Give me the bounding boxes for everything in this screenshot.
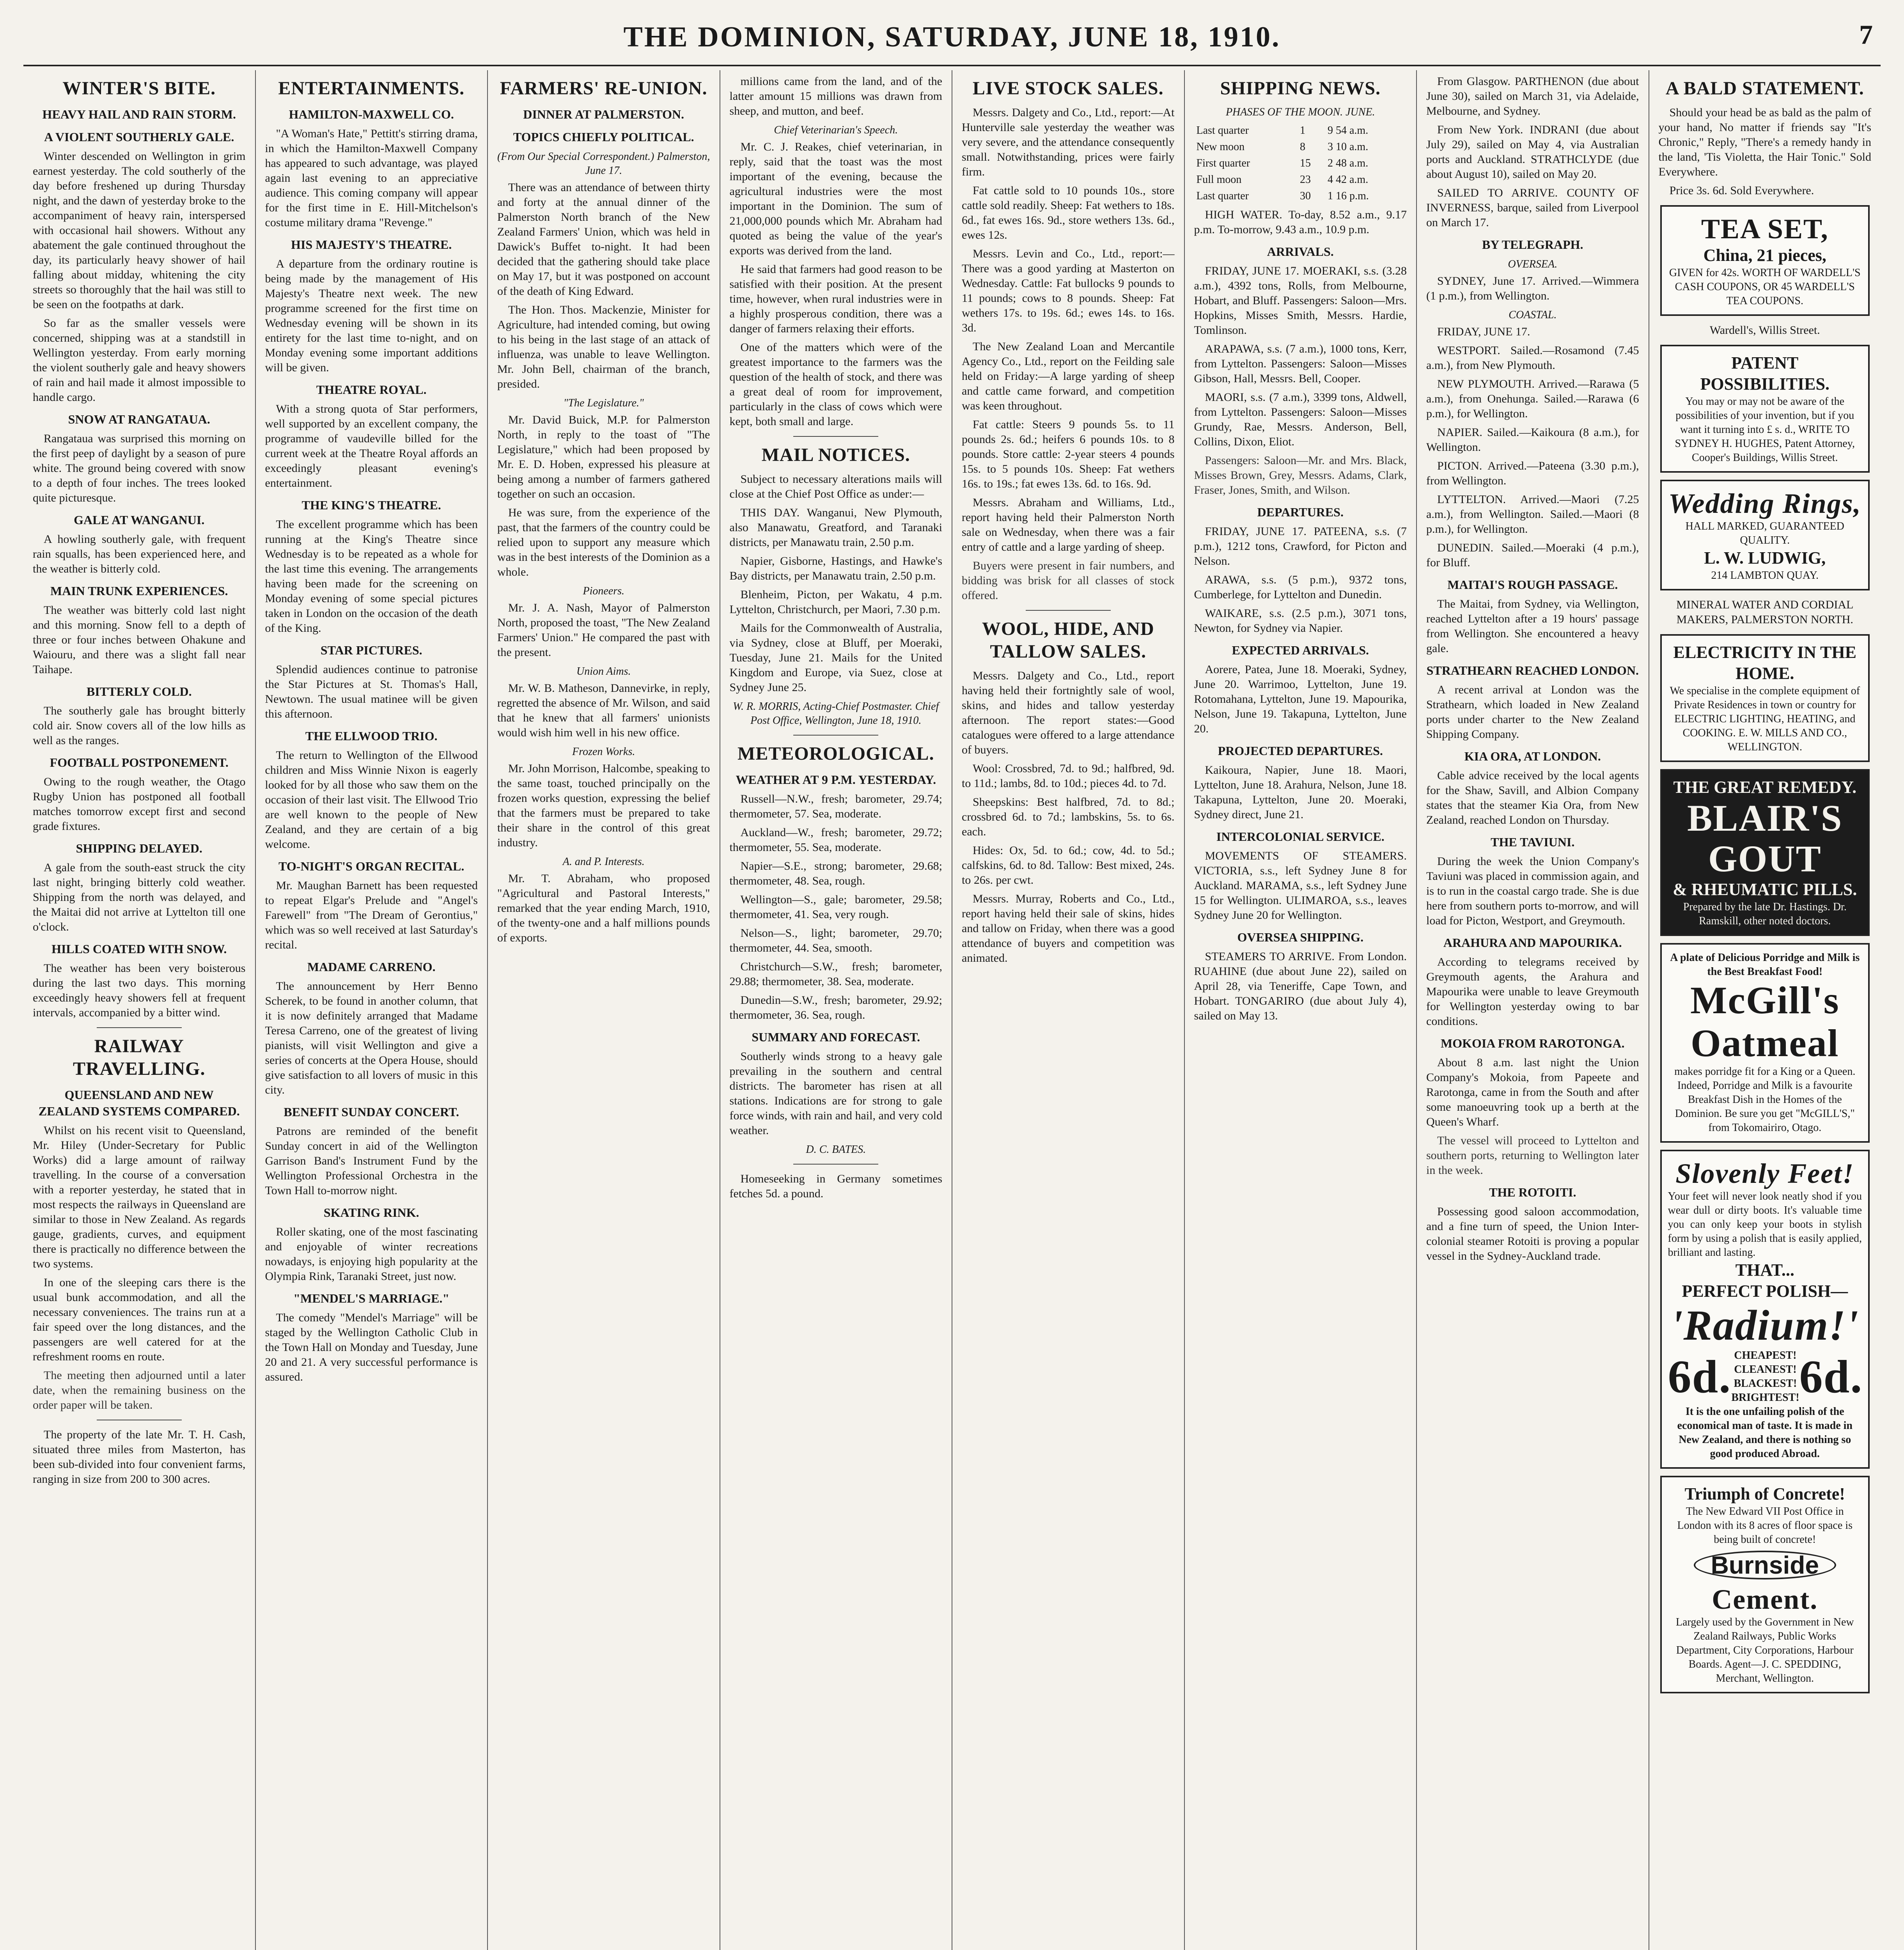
signoff: D. C. BATES. (806, 1143, 866, 1156)
headline: LIVE STOCK SALES. (972, 78, 1164, 99)
paragraph: STEAMERS TO ARRIVE. From London. RUAHINE (due about June 22), sailed on April 28, via Teneriffe, Cape Town, and Hobart. TONGARIRO (due about July 4), sailed on May 13. (1194, 950, 1407, 1022)
weather-report: Nelson—S., light; barometer, 29.70; thermometer, 44. Sea, smooth. (729, 927, 942, 954)
departure-entry: WAIKARE, s.s. (2.5 p.m.), 3071 tons, Newton, for Sydney via Napier. (1194, 607, 1407, 635)
ad-wardell: Wardell's, Willis Street. (1709, 324, 1820, 337)
headline: ENTERTAINMENTS. (278, 78, 465, 99)
paragraph: So far as the smaller vessels were concerned, shipping was at a standstill in Wellington yesterday. From early morning the violent southerly gale and heavy showers of rain and hail made it almost impossible to handle cargo. (33, 317, 246, 404)
section-heading: GALE AT WANGANUI. (74, 513, 205, 527)
paragraph: With a strong quota of Star performers, well supported by an excellent company, the programme of vaudeville billed for the current week at the Theatre Royal affords an exceedingly pleasant evening's entertainment. (265, 402, 478, 489)
ad-price: Price 3s. 6d. Sold Everywhere. (1669, 184, 1814, 197)
ad-poem: Should your head be as bald as the palm of your hand, No matter if friends say "It's Chronic," Reply, "There's a remedy handy in the land, 'Tis Violetta, the Hair Tonic." Sold Everywhere. (1658, 106, 1871, 178)
weather-report: Christchurch—S.W., fresh; barometer, 29.88; thermometer, 38. Sea, moderate. (729, 960, 942, 988)
paragraph: PICTON. Arrived.—Pateena (3.30 p.m.), from Wellington. (1426, 459, 1639, 487)
ad-mineral-water: MINERAL WATER AND CORDIAL MAKERS, PALMERSTON NORTH. (1676, 598, 1854, 626)
ad-price: 6d. (1668, 1351, 1732, 1402)
ad-name: L. W. LUDWIG, (1704, 548, 1826, 567)
headline: FARMERS' RE-UNION. (500, 78, 707, 99)
section-heading: SKATING RINK. (323, 1205, 419, 1220)
ad-address: 214 LAMBTON QUAY. (1711, 569, 1819, 581)
ad-tagline: A plate of Delicious Porridge and Milk is the Best Breakfast Food! (1670, 952, 1860, 978)
section-heading: THE ELLWOOD TRIO. (305, 729, 438, 743)
ad-claims: CHEAPEST! CLEANEST! BLACKEST! BRIGHTEST! (1731, 1349, 1799, 1404)
subhead: WEATHER AT 9 P.M. YESTERDAY. (736, 773, 936, 787)
paragraph: Mr. David Buick, M.P. for Palmerston North, in reply to the toast of "The Legislature," which had been proposed by Mr. E. D. Hoben, expressed his pleasure at being among a number of farmers gathered together on such an occasion. (497, 413, 710, 500)
ad-product: GOUT (1708, 838, 1822, 879)
signoff: W. R. MORRIS, Acting-Chief Postmaster. Chief Post Office, Wellington, June 18, 1910. (733, 700, 939, 727)
column-6 (1184, 70, 1416, 1950)
weather-report: Dunedin—S.W., fresh; barometer, 29.92; thermometer, 36. Sea, rough. (729, 994, 942, 1021)
section-heading: BENEFIT SUNDAY CONCERT. (284, 1105, 459, 1119)
ad-subtitle: China, 21 pieces, (1703, 246, 1826, 265)
paragraph: A departure from the ordinary routine is being made by the management of His Majesty's Theatre next week. The new programme screened for the first time on Wednesday evening will be shown in its entirety for the last time to-night, and on Monday evening some important additions will be given. (265, 257, 478, 374)
subhead: HEAVY HAIL AND RAIN STORM. (42, 107, 236, 121)
subhead: TOPICS CHIEFLY POLITICAL. (513, 130, 694, 144)
moon-phase-cell: 9 54 a.m. (1327, 124, 1369, 136)
ad-headline: A BALD STATEMENT. (1665, 78, 1864, 99)
moon-phase-row (1194, 172, 1407, 188)
section-heading: ARAHURA AND MAPOURIKA. (1443, 936, 1622, 950)
moon-phase-cell: 15 (1300, 157, 1311, 169)
paragraph: Roller skating, one of the most fascinating and enjoyable of winter recreations nowadays, is enjoying high popularity at the Olympia Rink, Taranaki Street, just now. (265, 1225, 478, 1283)
moon-phase-row (1194, 139, 1407, 155)
paragraph: A howling southerly gale, with frequent rain squalls, has been experienced here, and the weather is bitterly cold. (33, 533, 246, 575)
ad-wedding-rings (1660, 480, 1870, 590)
arrival-entry: ARAPAWA, s.s. (7 a.m.), 1000 tons, Kerr, from Lyttelton. Passengers: Saloon—Misses Gibson, Hall, Messrs. Bell, Cooper. (1194, 342, 1407, 385)
page-columns (23, 70, 1881, 1950)
mail-entry: Napier, Gisborne, Hastings, and Hawke's Bay districts, per Manawatu train, 2.50 p.m. (729, 555, 942, 582)
section-heading: SNOW AT RANGATAUA. (68, 412, 210, 426)
masthead (23, 8, 1881, 66)
paragraph: The excellent programme which has been running at the King's Theatre since Wednesday is to be repeated as a whole for the last time this evening. The arrangements having been made for the screening on Monday evening of some special pictures taken in London on the occasion of the death of the King. (265, 518, 478, 635)
newspaper-title: THE DOMINION, SATURDAY, JUNE 18, 1910. (623, 21, 1281, 53)
paragraph: Mr. W. B. Matheson, Dannevirke, in reply, regretted the absence of Mr. Wilson, and said that he knew that all farmers' unionists would wish him well in his new office. (497, 682, 710, 739)
paragraph: Winter descended on Wellington in grim earnest yesterday. The cold southerly of the day before freshened up during Thursday night, and the dawn of yesterday broke to the accompaniment of heavy rain, interspersed with occasional hail showers. Without any abatement the gale continued throughout the day, its particularly heavy shower of hail falling about midday, whitening the city streets so thoroughly that the hail was still to be seen on the footpaths at dark. (33, 150, 246, 311)
paragraph: The announcement by Herr Benno Scherek, to be found in another column, that it is now definitely arranged that Madame Teresa Carreno, one of the greatest of living pianists, will visit Wellington and give a series of concerts at the Opera House, should give satisfaction to all lovers of music in this city. (265, 980, 478, 1096)
paragraph: He was sure, from the experience of the past, that the farmers of the country could be relied upon to support any measure which was in the best interests of the Dominion as a whole. (497, 506, 710, 578)
weather-report: Russell—N.W., fresh; barometer, 29.74; thermometer, 57. Sea, moderate. (729, 792, 942, 820)
paragraph: From New York. INDRANI (due about July 29), sailed on May 4, via Australian ports and Auckland. STRATHCLYDE (due about August 10), sailed on May 20. (1426, 123, 1639, 181)
headline: METEOROLOGICAL. (737, 743, 934, 764)
paragraph: He said that farmers had good reason to be satisfied with their position. At the present time, however, when rural industries were in a highly prosperous condition, there was a danger of farmers relaxing their efforts. (729, 263, 942, 335)
section-heading: "MENDEL'S MARRIAGE." (293, 1291, 450, 1305)
column-7 (1416, 70, 1649, 1950)
paragraph: Sheepskins: Best halfbred, 7d. to 8d.; crossbred 6d. to 7d.; lambskins, 5s. to 6s. each. (962, 796, 1175, 838)
headline: WINTER'S BITE. (62, 78, 216, 99)
subhead: QUEENSLAND AND NEW ZEALAND SYSTEMS COMPARED. (38, 1088, 240, 1118)
ad-title: Triumph of Concrete! (1684, 1484, 1845, 1503)
ad-brand: BLAIR'S (1687, 797, 1843, 839)
ad-body: HALL MARKED, GUARANTEED QUALITY. (1685, 520, 1844, 546)
subhead: A VIOLENT SOUTHERLY GALE. (44, 130, 234, 144)
paragraph: Subject to necessary alterations mails will close at the Chief Post Office as under:— (729, 473, 942, 500)
paragraph: Aorere, Patea, June 18. Moeraki, Sydney, June 20. Warrimoo, Lyttelton, June 19. Rotomahana, Lyttelton, June 19. Mapourika, Nelson, June 19. Takapuna, Lyttelton, June 20. (1194, 663, 1407, 735)
ad-body: The New Edward VII Post Office in London with its 8 acres of floor space is being built of concrete! (1677, 1505, 1853, 1546)
divider (97, 1027, 182, 1028)
section-heading: FOOTBALL POSTPONEMENT. (50, 755, 229, 769)
column-4 (720, 70, 952, 1950)
paragraph: Owing to the rough weather, the Otago Rugby Union has postponed all football matches tomorrow except first and second grade fixtures. (33, 775, 246, 833)
weather-report: Napier—S.E., strong; barometer, 29.68; thermometer, 48. Sea, rough. (729, 860, 942, 887)
moon-phase-cell: 23 (1300, 174, 1311, 186)
section-heading: HIS MAJESTY'S THEATRE. (291, 238, 452, 252)
paragraph: The property of the late Mr. T. H. Cash, situated three miles from Masterton, has been sub-divided into four convenient farms, ranging in size from 200 to 300 acres. (33, 1428, 246, 1486)
ad-body: You may or may not be aware of the possibilities of your invention, but if you want it turning into £ s. d., WRITE TO SYDNEY H. HUGHES, Patent Attorney, Cooper's Buildings, Willis Street. (1675, 395, 1855, 464)
departure-entry: FRIDAY, JUNE 17. PATEENA, s.s. (7 p.m.), 1212 tons, Crawford, for Picton and Nelson. (1194, 525, 1407, 567)
paragraph: The meeting then adjourned until a later date, when the remaining business on the order paper will be taken. (33, 1369, 246, 1411)
paragraph: Mr. C. J. Reakes, chief veterinarian, in reply, said that the toast was the most important of the evening, because the agricultural industries were the most important in the Dominion. The sum of 21,000,000 pounds which Mr. Abraham had quoted as being the value of the year's exports was derived from the land. (729, 140, 942, 257)
section-heading: INTERCOLONIAL SERVICE. (1216, 830, 1385, 844)
ad-body: GIVEN for 42s. WORTH OF WARDELL'S CASH COUPONS, OR 45 WARDELL'S TEA COUPONS. (1669, 267, 1861, 307)
paragraph: WESTPORT. Sailed.—Rosamond (7.45 a.m.), from New Plymouth. (1426, 344, 1639, 372)
ad-brand: Burnside (1694, 1551, 1836, 1580)
paragraph: Possessing good saloon accommodation, and a fine turn of speed, the Union Inter-colonial steamer Rotoiti is proving a popular vessel in the Sydney-Auckland trade. (1426, 1205, 1639, 1262)
section-heading: HAMILTON-MAXWELL CO. (289, 107, 454, 121)
headline: RAILWAY TRAVELLING. (73, 1036, 206, 1079)
section-heading: A. and P. Interests. (562, 856, 645, 868)
paragraph: Splendid audiences continue to patronise the Star Pictures at St. Thomas's Hall, Newtown. The usual matinee will be given this afternoon. (265, 663, 478, 720)
moon-phase-row (1194, 155, 1407, 172)
moon-phase-cell: 2 48 a.m. (1327, 157, 1369, 169)
section-heading: THE TAVIUNI. (1491, 835, 1575, 849)
paragraph: Whilst on his recent visit to Queensland, Mr. Hiley (Under-Secretary for Public Works) did a large amount of railway travelling. In the course of a conversation with a reporter yesterday, he stated that in most respects the railways in Queensland are similar to those in New Zealand. As regards gauge, gradients, curves, and equipment there is practically no difference between the two systems. (33, 1124, 246, 1270)
ad-price-row (1668, 1349, 1862, 1405)
paragraph: In one of the sleeping cars there is the usual bunk accommodation, and all the necessary conveniences. The trains run at a fair speed over the long distances, and the passengers are well catered for at the refreshment rooms en route. (33, 1276, 246, 1363)
arrival-entry: MAORI, s.s. (7 a.m.), 3399 tons, Aldwell, from Lyttelton. Passengers: Saloon—Misses Grundy, Rae, Messrs. Anderson, Bell, Collins, Dixon, Eliot. (1194, 391, 1407, 448)
column-8-advertisements (1649, 70, 1881, 1950)
ad-title: TEA SET, (1701, 213, 1829, 245)
column-5 (952, 70, 1184, 1950)
paragraph: There was an attendance of between thirty and forty at the annual dinner of the Palmerston North branch of the New Zealand Farmers' Union, which was held in Dawick's Buffet to-night. It had been decided that the gathering should take place on May 17, but it was postponed on account of the death of King Edward. (497, 181, 710, 298)
ad-radium-polish (1660, 1150, 1870, 1469)
ad-brand: McGill's (1690, 979, 1840, 1022)
section-heading: Frozen Works. (572, 746, 635, 758)
dateline: (From Our Special Correspondent.) Palmerston, June 17. (497, 151, 710, 177)
paragraph: One of the matters which were of the greatest importance to the farmers was the question of the health of stock, and there was a great deal of room for improvement, particularly in the class of cows which were kept, both small and large. (729, 341, 942, 428)
ad-electricity (1660, 634, 1870, 762)
paragraph: During the week the Union Company's Taviuni was placed in commission again, and is to run in the coastal cargo trade. She is due here from southern ports to-morrow, and will load for Picton, Westport, and Greymouth. (1426, 855, 1639, 927)
ad-title: ELECTRICITY IN THE HOME. (1673, 643, 1856, 683)
section-heading: "The Legislature." (563, 397, 644, 409)
section-heading: BY TELEGRAPH. (1482, 238, 1583, 252)
paragraph: Messrs. Dalgety and Co., Ltd., report having held their fortnightly sale of wool, skins, and hides and tallow yesterday afternoon. The report states:—Good catalogues were offered to a large attendance of buyers. (962, 669, 1175, 756)
section-heading: OVERSEA SHIPPING. (1237, 930, 1364, 944)
paragraph: Cable advice received by the local agents for the Shaw, Savill, and Albion Company states that the steamer Kia Ora, from New Zealand, reached London on Thursday. (1426, 769, 1639, 826)
paragraph: NEW PLYMOUTH. Arrived.—Rarawa (5 a.m.), from Onehunga. Sailed.—Rarawa (6 p.m.), for Wellington. (1426, 378, 1639, 420)
paragraph: The weather has been very boisterous during the last two days. This morning exceedingly heavy showers fell at frequent intervals, accompanied by a bitter wind. (33, 962, 246, 1019)
paragraph: Buyers were present in fair numbers, and bidding was brisk for all classes of stock offered. (962, 559, 1175, 602)
arrival-entry: FRIDAY, JUNE 17. MOERAKI, s.s. (3.28 a.m.), 4392 tons, Rolls, from Melbourne, Hobart, and Bluff. Passengers: Saloon—Mrs. Hopkins, Misses Smith, Messrs. Hardie, Tomlinson. (1194, 264, 1407, 337)
moon-phase-cell: Full moon (1196, 174, 1242, 186)
paragraph: According to telegrams received by Greymouth agents, the Arahura and Mapourika were unable to leave Greymouth for Wellington yesterday owing to bar conditions. (1426, 956, 1639, 1028)
paragraph: Southerly winds strong to a heavy gale prevailing in the southern and central districts. The barometer has risen at all stations. Indications are for strong to gale force winds, with rain and hail, and very cold weather. (729, 1050, 942, 1137)
headline: MAIL NOTICES. (761, 445, 910, 465)
moon-phase-cell: 1 (1300, 124, 1306, 136)
column-2 (255, 70, 488, 1950)
moon-phase-cell: 4 42 a.m. (1327, 174, 1369, 186)
ad-product: Cement. (1712, 1584, 1818, 1615)
paragraph: Homeseeking in Germany sometimes fetches 5d. a pound. (729, 1172, 942, 1200)
paragraph: SAILED TO ARRIVE. COUNTY OF INVERNESS, barque, sailed from Liverpool on March 17. (1426, 186, 1639, 229)
paragraph: Patrons are reminded of the benefit Sunday concert in aid of the Wellington Garrison Band's Instrument Fund by the Wellington Professional Orchestra in the Town Hall to-morrow night. (265, 1125, 478, 1197)
section-heading: TO-NIGHT'S ORGAN RECITAL. (278, 859, 464, 873)
ad-text: PERFECT POLISH— (1682, 1282, 1848, 1301)
column-1 (23, 70, 255, 1950)
paragraph: Mr. Maughan Barnett has been requested to repeat Elgar's Prelude and "Angel's Farewell" from "The Dream of Gerontius," which was so well received at last Saturday's recital. (265, 879, 478, 951)
section-heading: THE KING'S THEATRE. (301, 498, 441, 512)
moon-phase-cell: 1 16 p.m. (1327, 190, 1369, 202)
paragraph: SYDNEY, June 17. Arrived.—Wimmera (1 p.m.), from Wellington. (1426, 275, 1639, 302)
mail-entry: Blenheim, Picton, per Wakatu, 4 p.m. Lyttelton, Christchurch, per Maori, 7.30 p.m. (729, 588, 942, 616)
departure-entry: ARAWA, s.s. (5 p.m.), 9372 tons, Cumberlege, for Lyttelton and Dunedin. (1194, 573, 1407, 601)
ad-body: Your feet will never look neatly shod if you wear dull or dirty boots. It's valuable time you can only keep your boots in stylish form by using a polish that is easily applied, brilliant and lasting. (1668, 1190, 1862, 1259)
moon-phase-table (1194, 122, 1407, 204)
paragraph: Messrs. Abraham and Williams, Ltd., report having held their Palmerston North sale on Wednesday, when there was a fair entry of cattle and a large yarding of sheep. (962, 496, 1175, 553)
ad-body: Largely used by the Government in New Zealand Railways, Public Works Department, City Corporations, Harbour Boards. Agent—J. C. SPEDDING, Merchant, Wellington. (1675, 1616, 1854, 1684)
divider (793, 1164, 878, 1165)
section-heading: MADAME CARRENO. (307, 960, 436, 974)
ad-mcgills-oatmeal (1660, 943, 1870, 1143)
section-heading: OVERSEA. (1508, 258, 1558, 270)
paragraph: A gale from the south-east struck the city last night, bringing bitterly cold weather. Shipping from the north was delayed, and the Maitai did not arrive at Lyttelton till one o'clock. (33, 861, 246, 933)
paragraph: The southerly gale has brought bitterly cold air. Snow covers all of the low hills as well as the ranges. (33, 704, 246, 747)
moon-phase-row (1194, 188, 1407, 204)
section-heading: HILLS COATED WITH SNOW. (51, 942, 227, 956)
section-heading: THE ROTOITI. (1489, 1185, 1576, 1199)
paragraph: A recent arrival at London was the Strathearn, which loaded in New Zealand ports under charter to the New Zealand Shipping Company. (1426, 683, 1639, 741)
section-heading: COASTAL. (1509, 309, 1557, 321)
paragraph: From Glasgow. PARTHENON (due about June 30), sailed on March 31, via Adelaide, Melbourne, and Sydney. (1426, 75, 1639, 117)
section-heading: DEPARTURES. (1257, 505, 1344, 519)
paragraph: Wool: Crossbred, 7d. to 9d.; halfbred, 9d. to 11d.; lambs, 8d. to 10d.; pieces 4d. to 7d. (962, 762, 1175, 790)
ad-product: Oatmeal (1690, 1021, 1839, 1065)
ad-patent (1660, 345, 1870, 473)
section-heading: BITTERLY COLD. (86, 684, 192, 698)
paragraph: Mr. T. Abraham, who proposed "Agricultural and Pastoral Interests," remarked that the year ending March, 1910, of the twenty-one and a half millions pounds of exports. (497, 872, 710, 944)
moon-phase-rows (1194, 122, 1407, 204)
paragraph: About 8 a.m. last night the Union Company's Mokoia, from Papeete and Rarotonga, came in from the South and after some manoeuvring took up a berth at the Queen's Wharf. (1426, 1056, 1639, 1128)
section-heading: STRATHEARN REACHED LONDON. (1426, 663, 1639, 677)
column-3 (487, 70, 720, 1950)
weather-report: Auckland—W., fresh; barometer, 29.72; thermometer, 55. Sea, moderate. (729, 826, 942, 854)
paragraph: FRIDAY, JUNE 17. (1437, 325, 1530, 338)
paragraph: Rangataua was surprised this morning on the first peep of daylight by a season of pure white. The ground being covered with snow to a depth of four inches. The trees looked quite picturesque. (33, 432, 246, 504)
paragraph: The Hon. Thos. Mackenzie, Minister for Agriculture, had intended coming, but owing to his being in the last stage of an attack of influenza, was unable to leave Wellington. Mr. John Bell, chairman of the branch, presided. (497, 303, 710, 390)
ad-brand: 'Radium!' (1670, 1301, 1859, 1349)
paragraph: The return to Wellington of the Ellwood children and Miss Winnie Nixon is eagerly looked for by all those who saw them on the occasion of their last visit. The Ellwood Trio are well known to the people of New Zealand, and they are certain of a big welcome. (265, 749, 478, 851)
divider (1026, 610, 1111, 611)
subhead: DINNER AT PALMERSTON. (523, 107, 684, 121)
section-heading: KIA ORA, AT LONDON. (1464, 749, 1601, 763)
paragraph: MOVEMENTS OF STEAMERS. VICTORIA, s.s., left Sydney June 8 for Auckland. MARAMA, s.s., left Sydney June 15 for Wellington. ULIMAROA, s.s., leaves Sydney June 20 for Wellington. (1194, 849, 1407, 922)
arrival-entry: Passengers: Saloon—Mr. and Mrs. Black, Misses Brown, Grey, Messrs. Adams, Clark, Fraser, Jones, Smith, and Wilson. (1194, 454, 1407, 496)
paragraph: Messrs. Murray, Roberts and Co., Ltd., report having held their sale of skins, hides and tallow on Friday, when there was a good attendance of buyers and competition was animated. (962, 892, 1175, 964)
ad-body: Prepared by the late Dr. Hastings. Dr. Ramskill, other noted doctors. (1683, 901, 1847, 927)
paragraph: millions came from the land, and of the latter amount 15 millions was drawn from sheep, and mutton, and beef. (729, 75, 942, 117)
section-heading: SUMMARY AND FORECAST. (752, 1030, 920, 1044)
section-heading: THEATRE ROYAL. (316, 383, 427, 397)
paragraph: The comedy "Mendel's Marriage" will be staged by the Wellington Catholic Club in the Town Hall on Monday and Tuesday, June 20 and 21. A very successful performance is assured. (265, 1311, 478, 1383)
paragraph: Hides: Ox, 5d. to 6d.; cow, 4d. to 5d.; calfskins, 6d. to 8d. Tallow: Best mixed, 24s. to 26s. per cwt. (962, 844, 1175, 886)
moon-phase-cell: Last quarter (1196, 124, 1249, 136)
ad-title: PATENT POSSIBILITIES. (1700, 353, 1830, 394)
moon-phase-cell: New moon (1196, 141, 1245, 153)
moon-phase-cell: Last quarter (1196, 190, 1249, 202)
section-heading: EXPECTED ARRIVALS. (1232, 643, 1369, 657)
paragraph: NAPIER. Sailed.—Kaikoura (8 a.m.), for Wellington. (1426, 426, 1639, 454)
section-heading: ARRIVALS. (1267, 245, 1334, 259)
paragraph: Messrs. Levin and Co., Ltd., report:—There was a good yarding at Masterton on Wednesday. Cattle: Fat bullocks 9 pounds to 11 pounds; cows to 8 pounds. Sheep: Fat wethers 17s. to 19s. 6d.; ewes 14s. to 16s. 3d. (962, 247, 1175, 334)
paragraph: "A Woman's Hate," Pettitt's stirring drama, in which the Hamilton-Maxwell Company has appeared to such advantage, was played again last evening to an appreciative audience. This coming company will appear for the first time in E. Hill-Mitchelson's costume military drama "Revenge." (265, 127, 478, 229)
paragraph: The vessel will proceed to Lyttelton and southern ports, returning to Wellington later in the week. (1426, 1134, 1639, 1177)
ad-tea-set (1660, 205, 1870, 316)
ad-title: Wedding Rings, (1668, 488, 1861, 519)
ad-text: THAT... (1735, 1260, 1794, 1280)
ad-body: makes porridge fit for a King or a Queen. Indeed, Porridge and Milk is a favourite Breakfast Dish in the Homes of the Dominion. Be sure you get "McGILL'S," from Tokomairiro, Otago. (1674, 1065, 1856, 1134)
paragraph: Mr. J. A. Nash, Mayor of Palmerston North, proposed the toast, "The New Zealand Farmers' Union." He compared the past with the present. (497, 601, 710, 659)
paragraph: HIGH WATER. To-day, 8.52 a.m., 9.17 p.m. To-morrow, 9.43 a.m., 10.9 p.m. (1194, 208, 1407, 236)
weather-report: Wellington—S., gale; barometer, 29.58; thermometer, 41. Sea, very rough. (729, 893, 942, 921)
section-heading: STAR PICTURES. (320, 643, 422, 657)
divider (793, 436, 878, 437)
paragraph: DUNEDIN. Sailed.—Moeraki (4 p.m.), for Bluff. (1426, 541, 1639, 569)
headline: WOOL, HIDE, AND TALLOW SALES. (982, 619, 1154, 662)
section-heading: MOKOIA FROM RAROTONGA. (1441, 1036, 1625, 1050)
section-heading: SHIPPING DELAYED. (76, 841, 202, 855)
paragraph: Fat cattle sold to 10 pounds 10s., store cattle sold readily. Sheep: Fat wethers to 18s. 6d., fat ewes 16s. 9d., store wethers 13s. 6d., ewes 12s. (962, 184, 1175, 241)
ad-title: Slovenly Feet! (1675, 1158, 1854, 1189)
section-heading: PHASES OF THE MOON. JUNE. (1225, 106, 1375, 118)
headline: SHIPPING NEWS. (1220, 78, 1381, 99)
section-heading: Chief Veterinarian's Speech. (774, 124, 898, 136)
paragraph: The New Zealand Loan and Mercantile Agency Co., Ltd., report on the Feilding sale held on Friday:—A large yarding of sheep and cattle came forward, and competition was keen throughout. (962, 340, 1175, 412)
section-heading: Pioneers. (583, 585, 625, 597)
paragraph: Kaikoura, Napier, June 18. Maori, Lyttelton, June 18. Arahura, Nelson, June 18. Takapuna, Lyttelton, June 20. Moeraki, Sydney direct, June 21. (1194, 764, 1407, 821)
ad-product-sub: & RHEUMATIC PILLS. (1673, 880, 1857, 899)
ad-price: 6d. (1799, 1351, 1863, 1402)
ad-body: It is the one unfailing polish of the economical man of taste. It is made in New Zealand, and there is nothing so good produced Abroad. (1677, 1406, 1853, 1460)
moon-phase-cell: 3 10 a.m. (1327, 141, 1369, 153)
masthead-rule (23, 65, 1881, 66)
section-heading: MAIN TRUNK EXPERIENCES. (50, 584, 228, 598)
ad-burnside-cement (1660, 1476, 1870, 1693)
paragraph: LYTTELTON. Arrived.—Maori (7.25 a.m.), from Wellington. Sailed.—Maori (8 p.m.), for Wellington. (1426, 493, 1639, 535)
ad-blairs-pills (1660, 769, 1870, 936)
section-heading: MAITAI'S ROUGH PASSAGE. (1447, 578, 1618, 592)
divider (793, 735, 878, 736)
paragraph: The Maitai, from Sydney, via Wellington, reached Lyttelton after a 19 hours' passage from Wellington. She encountered a heavy gale. (1426, 597, 1639, 655)
paragraph: Mr. John Morrison, Halcombe, speaking to the same toast, touched principally on the frozen works question, expressing the belief that the farmers must be prepared to take their share in the control of this great industry. (497, 762, 710, 849)
moon-phase-cell: 8 (1300, 141, 1306, 153)
ad-tagline: THE GREAT REMEDY. (1673, 778, 1857, 797)
paragraph: Messrs. Dalgety and Co., Ltd., report:—At Hunterville sale yesterday the weather was very severe, and the attendance consequently small. Notwithstanding, prices were fairly firm. (962, 106, 1175, 178)
section-heading: PROJECTED DEPARTURES. (1218, 744, 1383, 758)
mail-entry: THIS DAY. Wanganui, New Plymouth, also Manawatu, Greatford, and Taranaki districts, per Manawatu train, 2.50 p.m. (729, 506, 942, 549)
page-number: 7 (1859, 20, 1873, 50)
moon-phase-cell: 30 (1300, 190, 1311, 202)
section-heading: Union Aims. (576, 665, 631, 677)
paragraph: The weather was bitterly cold last night and this morning. Snow fell to a depth of three or four inches between Ohakune and Waiouru, and there was a slight fall near Taihape. (33, 604, 246, 676)
moon-phase-row (1194, 122, 1407, 139)
ad-body: We specialise in the complete equipment of Private Residences in town or country for ELECTRIC LIGHTING, HEATING, and COOKING. E. W. MILLS AND CO., WELLINGTON. (1670, 685, 1860, 753)
moon-phase-cell: First quarter (1196, 157, 1250, 169)
paragraph: Fat cattle: Steers 9 pounds 5s. to 11 pounds 2s. 6d.; heifers 6 pounds 10s. to 8 pounds. Store cattle: 2-year steers 4 pounds 15s. to 5 pounds 10s. Sheep: Fat wethers 16s. to 19s.; fat ewes 13s. 6d. to 16s. 9d. (962, 418, 1175, 490)
paragraph: Mails for the Commonwealth of Australia, via Sydney, close at Bluff, per Moeraki, Tuesday, June 21. Mails for the United Kingdom and Europe, via Suez, close at Sydney June 25. (729, 622, 942, 694)
